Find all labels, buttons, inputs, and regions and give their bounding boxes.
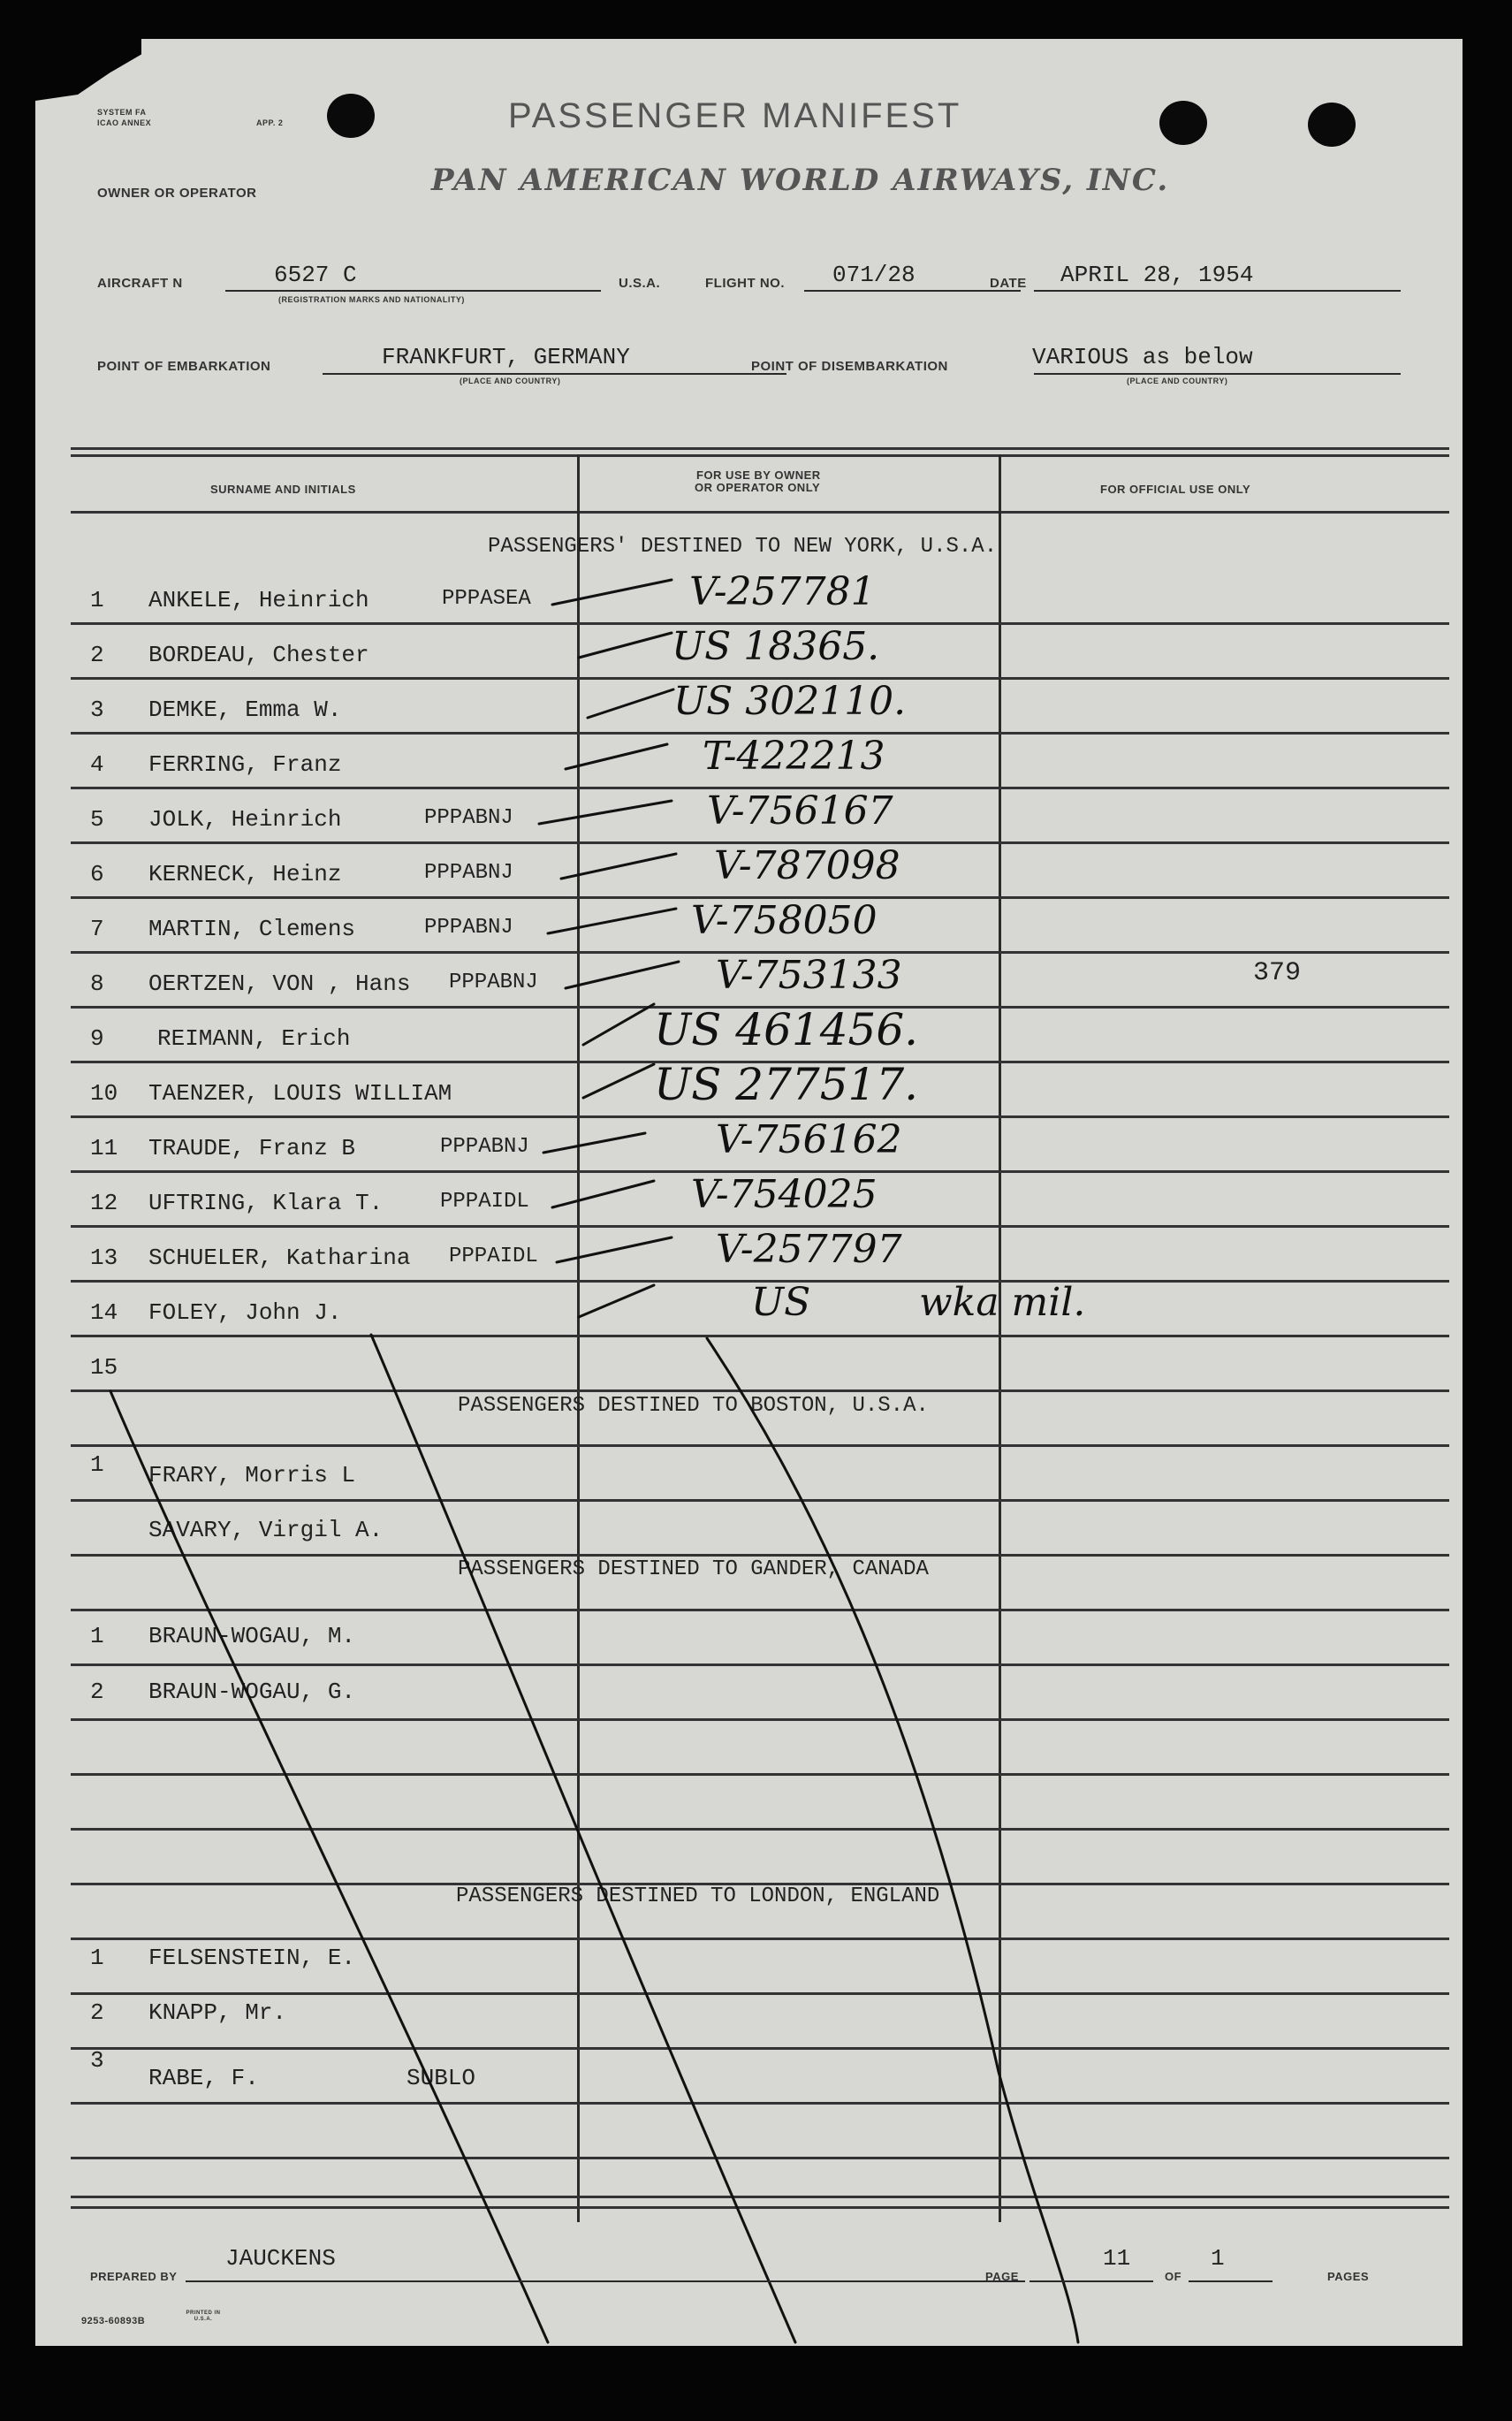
- page-label: PAGE: [985, 2270, 1019, 2283]
- of-line: [1189, 2280, 1273, 2282]
- passenger-name: TRAUDE, Franz B: [148, 1135, 356, 1161]
- form-title: PASSENGER MANIFEST: [508, 96, 962, 135]
- passenger-name: MARTIN, Clemens: [148, 916, 356, 942]
- check-mark: [557, 1237, 672, 1262]
- row-number: 7: [90, 916, 104, 942]
- passenger-name: SCHUELER, Katharina: [148, 1245, 411, 1271]
- row-number: 15: [90, 1354, 118, 1381]
- row-number: 6: [90, 861, 104, 887]
- prepared-label: PREPARED BY: [90, 2270, 178, 2283]
- disembark-label: POINT OF DISEMBARKATION: [751, 359, 948, 374]
- passenger-name: BORDEAU, Chester: [148, 642, 369, 668]
- check-mark: [552, 580, 672, 605]
- check-mark: [579, 633, 672, 658]
- passenger-code: PPPABNJ: [424, 806, 513, 830]
- embark-sub: (PLACE AND COUNTRY): [460, 377, 561, 385]
- row-number: 12: [90, 1190, 118, 1216]
- strike-line: [707, 1338, 1078, 2342]
- check-mark: [548, 909, 676, 933]
- of-value: 1: [1211, 2245, 1225, 2272]
- document-number: US 461456.: [654, 1004, 919, 1055]
- printed-stamp: PRINTED IN U.S.A.: [186, 2311, 221, 2322]
- passenger-name: JOLK, Heinrich: [148, 806, 342, 833]
- row-number: 14: [90, 1299, 118, 1326]
- document-number: V-758050: [691, 898, 878, 943]
- aircraft-sub: (REGISTRATION MARKS AND NATIONALITY): [278, 295, 465, 304]
- passenger-name: UFTRING, Klara T.: [148, 1190, 384, 1216]
- flight-value: 071/28: [832, 262, 916, 288]
- row-number: 4: [90, 751, 104, 778]
- form-ref-2: ICAO ANNEX: [97, 118, 152, 127]
- passenger-name: BRAUN-WOGAU, G.: [148, 1679, 356, 1705]
- passenger-name: SAVARY, Virgil A.: [148, 1517, 384, 1543]
- document-number: V-753133: [716, 953, 902, 998]
- document-number: V-756162: [716, 1117, 902, 1162]
- passenger-name: FOLEY, John J.: [148, 1299, 342, 1326]
- prepared-value: JAUCKENS: [225, 2245, 336, 2272]
- check-mark: [566, 962, 679, 988]
- passenger-code: PPPABNJ: [440, 1135, 529, 1159]
- disembark-sub: (PLACE AND COUNTRY): [1127, 377, 1228, 385]
- passenger-code: PPPABNJ: [424, 916, 513, 940]
- passenger-name: TAENZER, LOUIS WILLIAM: [148, 1080, 452, 1107]
- section-heading-gander: PASSENGERS DESTINED TO GANDER, CANADA: [458, 1557, 929, 1581]
- disembark-value: VARIOUS as below: [1032, 344, 1253, 370]
- passenger-name: ANKELE, Heinrich: [148, 587, 369, 613]
- col-header-operator-2: OR OPERATOR ONLY: [695, 481, 821, 494]
- check-mark: [561, 854, 676, 879]
- date-label: DATE: [990, 276, 1027, 291]
- passenger-name: OERTZEN, VON , Hans: [148, 971, 411, 997]
- row-number: 9: [90, 1025, 104, 1052]
- check-mark: [566, 744, 667, 769]
- section-heading-ny: PASSENGERS' DESTINED TO NEW YORK, U.S.A.: [488, 535, 998, 559]
- row-number: 2: [90, 642, 104, 668]
- row-number: 2: [90, 1679, 104, 1705]
- section-heading-london: PASSENGERS DESTINED TO LONDON, ENGLAND: [456, 1884, 940, 1908]
- row-number: 2: [90, 1999, 104, 2026]
- aircraft-value: 6527 C: [274, 262, 357, 288]
- row-number: 8: [90, 971, 104, 997]
- check-mark: [579, 1285, 654, 1317]
- document-number: V-257781: [689, 569, 876, 614]
- passenger-code: PPPABNJ: [424, 861, 513, 885]
- col-header-operator-1: FOR USE BY OWNER: [696, 468, 821, 482]
- page-value: 11: [1103, 2245, 1131, 2272]
- document-number: V-756167: [707, 788, 893, 834]
- manifest-sheet: [35, 39, 1463, 2346]
- strike-line: [110, 1391, 548, 2342]
- footer-code: 9253-60893B: [81, 2316, 146, 2326]
- form-ref-3: APP. 2: [256, 118, 284, 127]
- passenger-name: BRAUN-WOGAU, M.: [148, 1623, 356, 1649]
- row-number: 3: [90, 697, 104, 723]
- page-line: [1030, 2280, 1153, 2282]
- check-mark: [552, 1181, 654, 1207]
- pages-label: PAGES: [1327, 2270, 1370, 2283]
- document-number: US 18365.: [672, 624, 880, 669]
- form-ref-1: SYSTEM FA: [97, 108, 147, 117]
- foley-note: wka mil.: [919, 1280, 1086, 1325]
- row-number: 1: [90, 1945, 104, 1971]
- embark-label: POINT OF EMBARKATION: [97, 359, 271, 374]
- document-number: V-787098: [714, 843, 900, 888]
- owner-label: OWNER OR OPERATOR: [97, 186, 257, 201]
- document-number: V-257797: [716, 1227, 902, 1272]
- embark-value: FRANKFURT, GERMANY: [382, 344, 630, 370]
- passenger-name: FERRING, Franz: [148, 751, 342, 778]
- document-number: US 277517.: [654, 1059, 919, 1110]
- of-label: OF: [1165, 2270, 1182, 2283]
- row-number: 1: [90, 1623, 104, 1649]
- passenger-code: PPPAIDL: [440, 1190, 529, 1214]
- document-number: T-422213: [703, 734, 885, 779]
- prepared-line: [186, 2280, 1025, 2282]
- row-number: 5: [90, 806, 104, 833]
- col-header-official: FOR OFFICIAL USE ONLY: [1100, 483, 1251, 496]
- check-mark: [588, 689, 673, 718]
- date-value: APRIL 28, 1954: [1060, 262, 1254, 288]
- row-number: 11: [90, 1135, 118, 1161]
- flight-label: FLIGHT NO.: [705, 276, 785, 291]
- passenger-code: PPPAIDL: [449, 1245, 538, 1268]
- handwritten-marks: [35, 39, 1463, 2346]
- check-mark: [543, 1133, 645, 1153]
- strike-line: [371, 1335, 795, 2342]
- passenger-name: REIMANN, Erich: [157, 1025, 351, 1052]
- row-number: 1: [90, 587, 104, 613]
- passenger-code: PPPASEA: [442, 587, 531, 611]
- row-number: 1: [90, 1451, 104, 1478]
- check-mark: [539, 801, 672, 824]
- airline-name: PAN AMERICAN WORLD AIRWAYS, INC.: [431, 163, 1170, 198]
- row-number: 10: [90, 1080, 118, 1107]
- check-mark: [583, 1064, 654, 1098]
- document-number: V-754025: [691, 1172, 878, 1217]
- aircraft-label: AIRCRAFT N: [97, 276, 183, 291]
- section-heading-boston: PASSENGERS DESTINED TO BOSTON, U.S.A.: [458, 1394, 929, 1418]
- row-number: 3: [90, 2047, 104, 2074]
- document-number: US 302110.: [673, 679, 907, 724]
- row-number: 13: [90, 1245, 118, 1271]
- passenger-name: KERNECK, Heinz: [148, 861, 342, 887]
- passenger-code: PPPABNJ: [449, 971, 538, 994]
- passenger-name: FRARY, Morris L: [148, 1462, 356, 1488]
- passenger-name: RABE, F.: [148, 2065, 259, 2091]
- passenger-name: KNAPP, Mr.: [148, 1999, 287, 2026]
- check-mark: [583, 1004, 654, 1045]
- document-number: US: [751, 1280, 811, 1325]
- passenger-name: DEMKE, Emma W.: [148, 697, 342, 723]
- passenger-code: SUBLO: [406, 2065, 476, 2091]
- official-note: 379: [1253, 958, 1302, 988]
- passenger-name: FELSENSTEIN, E.: [148, 1945, 356, 1971]
- usa-label: U.S.A.: [619, 276, 661, 291]
- col-header-name: SURNAME AND INITIALS: [210, 483, 356, 496]
